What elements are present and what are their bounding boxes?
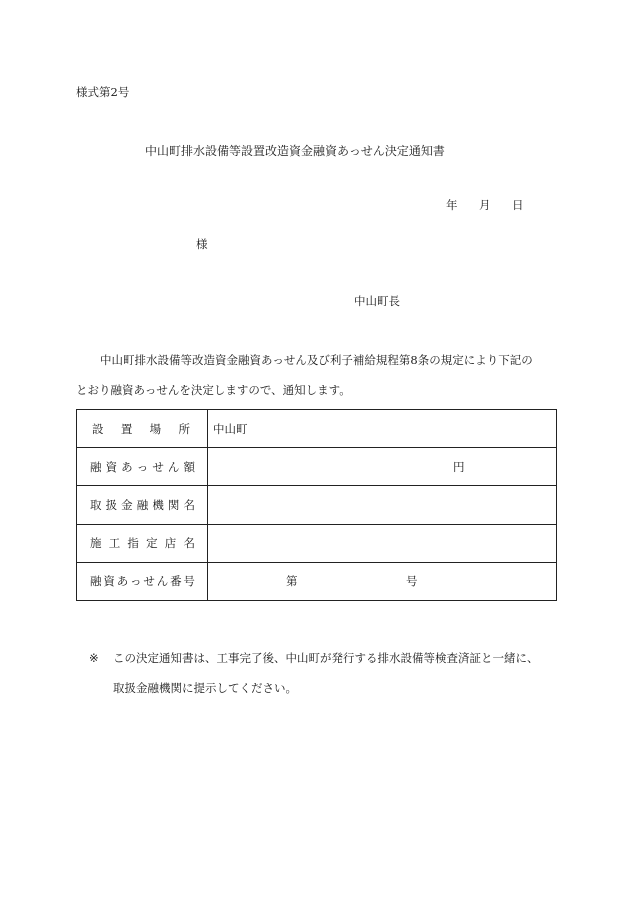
row-value-location bbox=[208, 410, 557, 448]
label-char: 置 bbox=[120, 421, 133, 436]
body-text-line-1: 中山町排水設備等改造資金融資あっせん及び利子補給規程第8条の規定により下記の bbox=[100, 353, 533, 367]
date-line bbox=[446, 197, 524, 213]
label-char: せ bbox=[152, 459, 164, 474]
label-char: 番 bbox=[170, 574, 182, 589]
table-row bbox=[77, 524, 557, 562]
row-value-contractor bbox=[208, 524, 557, 562]
label-char: 資 bbox=[103, 574, 115, 589]
label-char: 額 bbox=[183, 459, 195, 474]
label-char: 名 bbox=[183, 536, 195, 551]
label-char: 資 bbox=[105, 459, 118, 474]
row-label-amount bbox=[77, 448, 208, 486]
label-char: 扱 bbox=[105, 497, 118, 512]
label-char: 設 bbox=[92, 421, 104, 436]
label-char: 金 bbox=[121, 497, 133, 512]
location-value: 中山町 bbox=[213, 421, 248, 436]
label-char: 融 bbox=[136, 497, 149, 512]
label-char: 融 bbox=[90, 574, 102, 589]
note-text-1: この決定通知書は、工事完了後、中山町が発行する排水設備等検査済証と一緒に、 bbox=[113, 651, 539, 665]
label-char: 指 bbox=[127, 536, 139, 551]
note-line-2: 取扱金融機関に提示してください。 bbox=[113, 681, 297, 695]
number-prefix: 第 bbox=[286, 574, 298, 589]
table-row bbox=[77, 562, 557, 600]
row-label-contractor bbox=[77, 524, 208, 562]
label-char: あ bbox=[121, 459, 133, 474]
day-label: 日 bbox=[512, 198, 524, 212]
label-char: 名 bbox=[183, 497, 195, 512]
row-value-amount bbox=[208, 448, 557, 486]
label-char: 施 bbox=[90, 536, 102, 551]
label-char: 融 bbox=[90, 459, 102, 474]
row-label-number bbox=[77, 562, 208, 600]
sender: 中山町長 bbox=[354, 294, 400, 308]
label-char: せ bbox=[143, 574, 155, 589]
label-char: 場 bbox=[149, 421, 162, 436]
yen-unit: 円 bbox=[453, 459, 465, 474]
label-char: 関 bbox=[167, 497, 180, 512]
row-value-bank bbox=[208, 486, 557, 524]
table-row bbox=[77, 410, 557, 448]
body-text-line-2: とおり融資あっせんを決定しますので、通知します。 bbox=[76, 383, 351, 397]
label-char: ん bbox=[167, 459, 180, 474]
note-mark: ※ bbox=[89, 651, 99, 665]
document-title: 中山町排水設備等設置改造資金融資あっせん決定通知書 bbox=[145, 144, 445, 158]
year-label: 年 bbox=[446, 198, 458, 212]
label-char: 所 bbox=[178, 421, 190, 436]
label-char: 工 bbox=[108, 536, 121, 551]
addressee-suffix: 様 bbox=[196, 237, 208, 251]
table-row bbox=[77, 486, 557, 524]
note-line-1 bbox=[89, 650, 539, 666]
label-char: 機 bbox=[152, 497, 164, 512]
label-char: っ bbox=[136, 459, 149, 474]
label-char: ん bbox=[156, 574, 169, 589]
row-value-number bbox=[208, 562, 557, 600]
row-label-location bbox=[77, 410, 208, 448]
label-char: 号 bbox=[183, 574, 195, 589]
row-label-bank bbox=[77, 486, 208, 524]
number-suffix: 号 bbox=[406, 574, 418, 589]
form-number: 様式第2号 bbox=[76, 85, 130, 99]
label-char: あ bbox=[116, 574, 129, 589]
label-char: 定 bbox=[146, 536, 158, 551]
label-char: っ bbox=[130, 574, 142, 589]
label-char: 店 bbox=[164, 536, 177, 551]
label-char: 取 bbox=[90, 497, 102, 512]
month-label: 月 bbox=[479, 198, 491, 212]
info-table bbox=[76, 409, 557, 601]
table-row bbox=[77, 448, 557, 486]
